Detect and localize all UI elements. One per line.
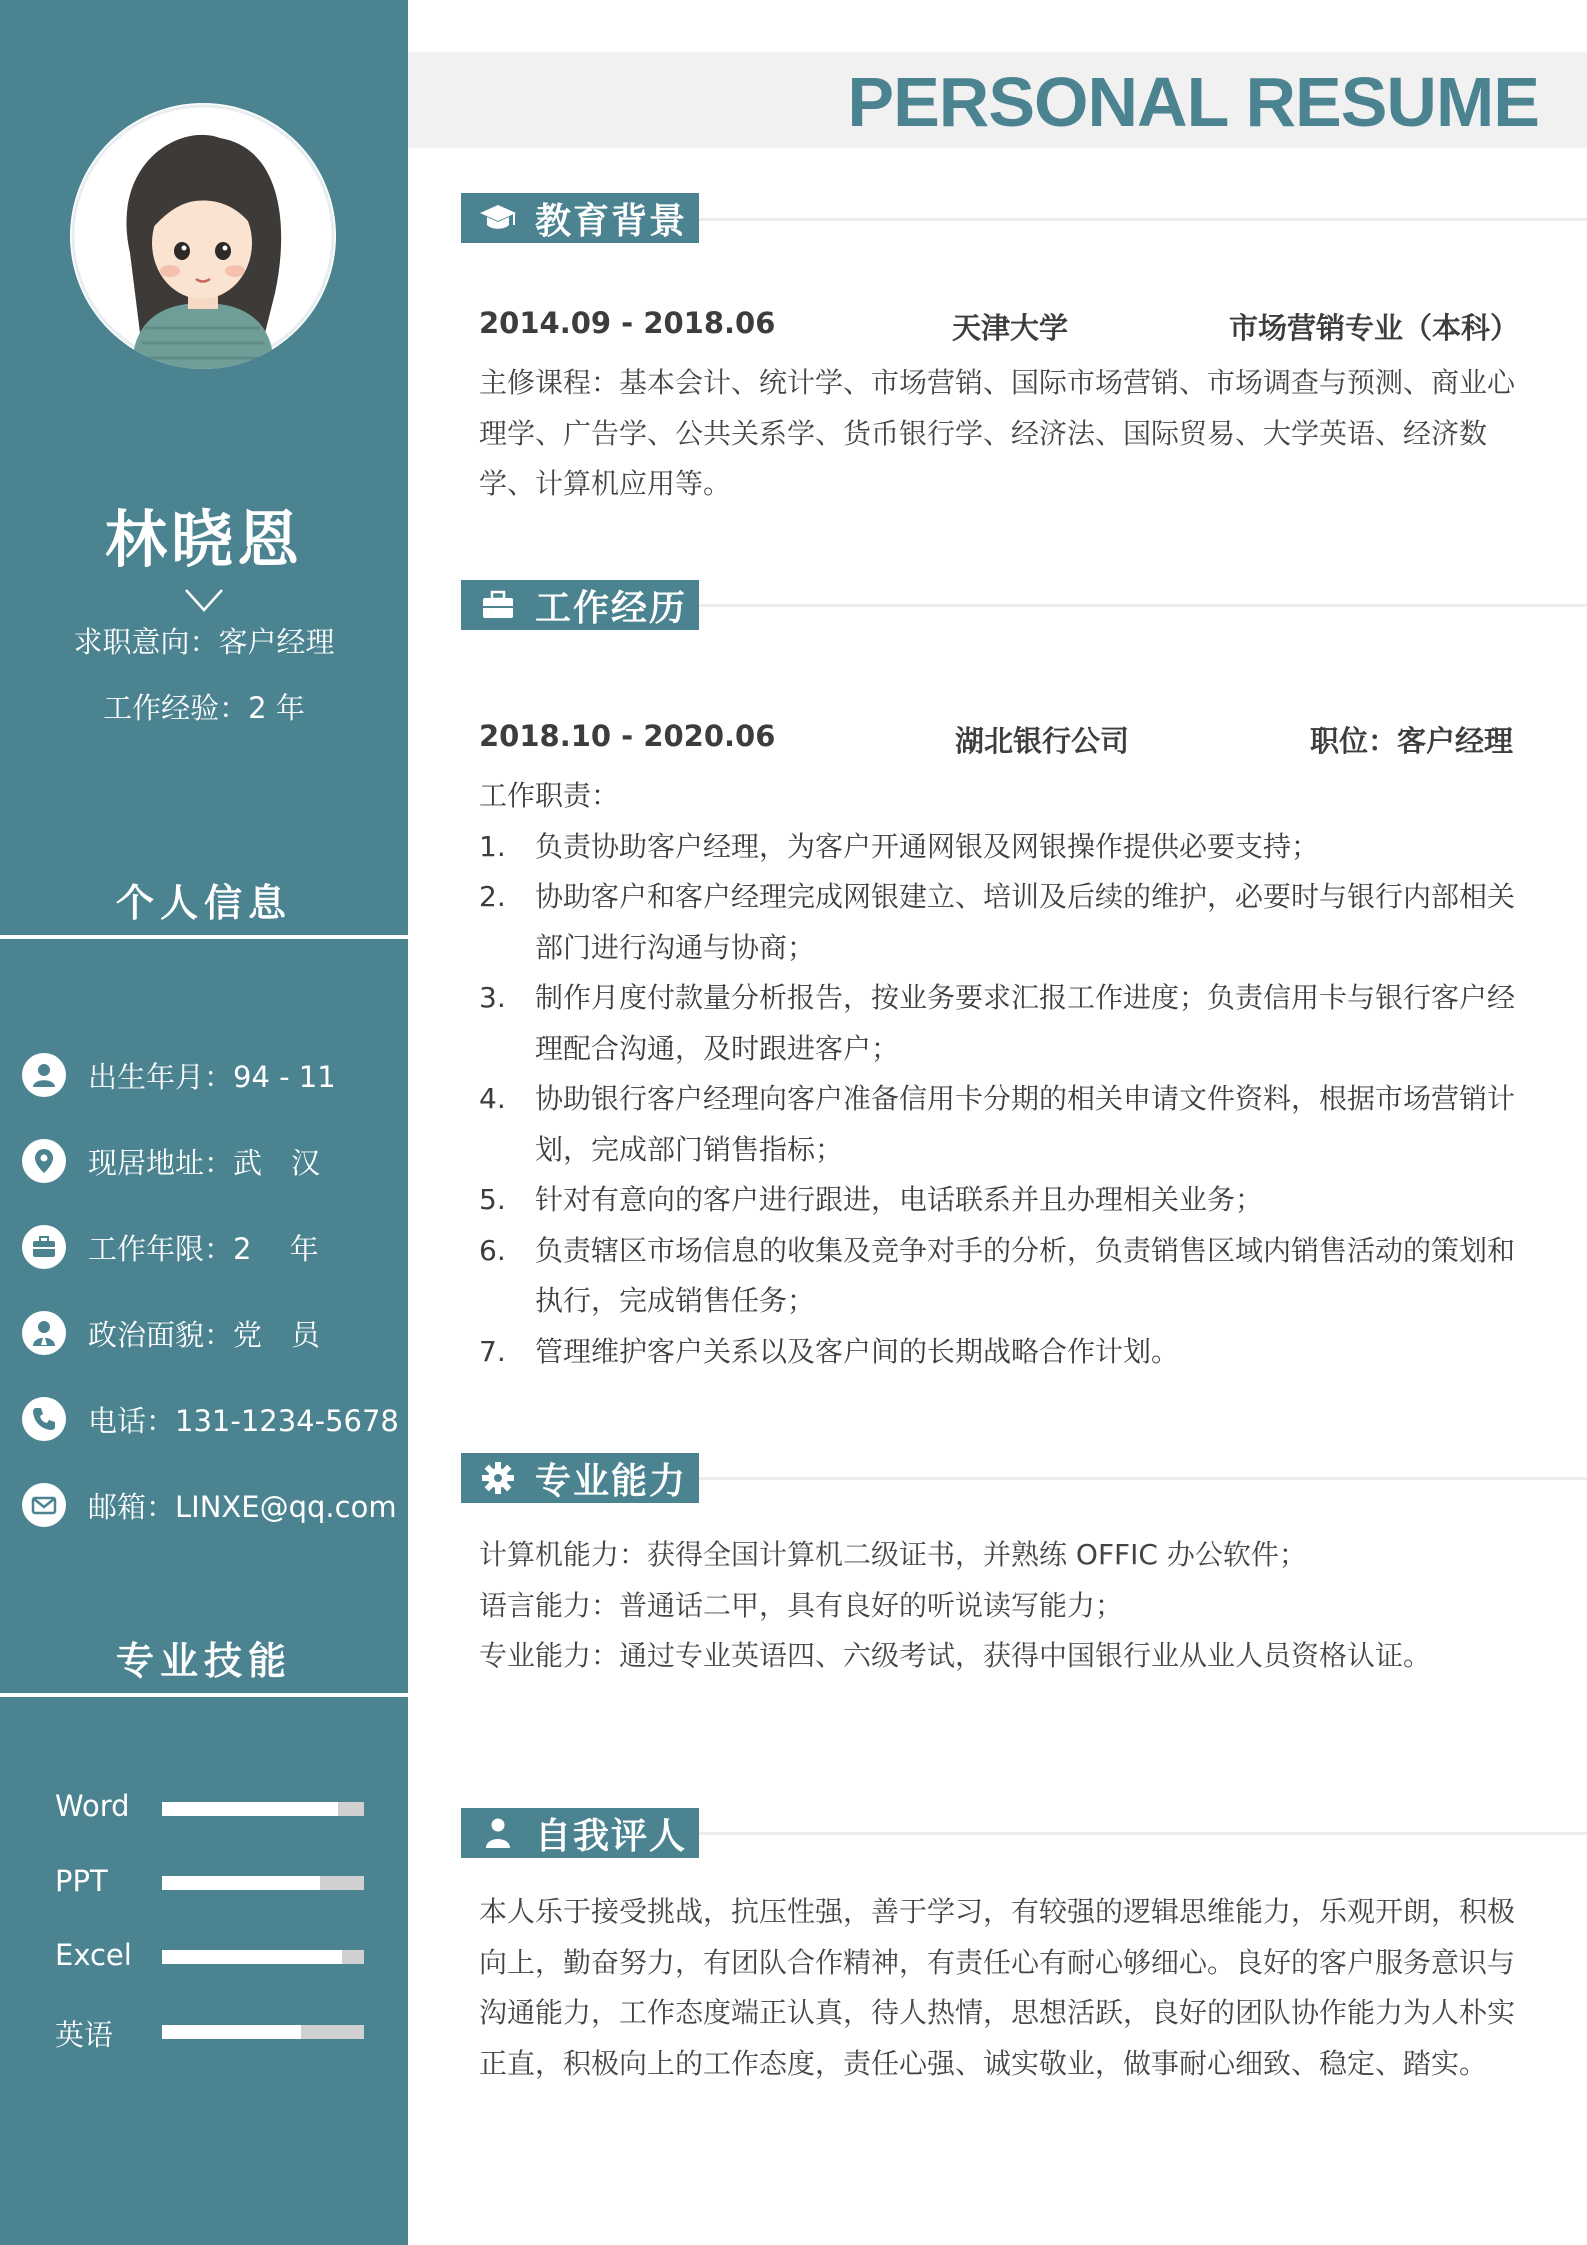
work-company: 湖北银行公司 — [955, 724, 1130, 758]
list-item: 2. 协助客户和客户经理完成网银建立、培训及后续的维护，必要时与银行内部相关部门进行沟通与协商； — [479, 880, 1516, 964]
duties-label: 工作职责： — [479, 779, 620, 812]
person-icon — [473, 1816, 523, 1850]
skill-label: Word — [55, 1789, 130, 1823]
work-position: 职位：客户经理 — [1309, 724, 1513, 758]
divider — [699, 604, 1587, 607]
gear-icon — [473, 1460, 523, 1496]
header-band — [408, 52, 1587, 148]
politics-icon — [22, 1311, 66, 1355]
education-courses: 主修课程：基本会计、统计学、市场营销、国际市场营销、市场调查与预测、商业心理学、广告学、公共关系学、货币银行学、经济法、国际贸易、大学英语、经济数学、计算机应用等。 — [479, 366, 1516, 500]
email-icon — [22, 1483, 66, 1527]
education-school: 天津大学 — [952, 311, 1069, 345]
list-item: 6. 负责辖区市场信息的收集及竞争对手的分析，负责销售区域内销售活动的策划和执行，完成销售任务； — [479, 1233, 1516, 1317]
list-item: 1. 负责协助客户经理，为客户开通网银及网银操作提供必要支持； — [479, 829, 1320, 863]
self-evaluation-text: 本人乐于接受挑战，抗压性强，善于学习，有较强的逻辑思维能力，乐观开朗，积极向上，勤奋努力，有团队合作精神，有责任心有耐心够细心。良好的客户服务意识与沟通能力，工作态度端正认真，待人热情，思想活跃，良好的团队协作能力为人朴实正直，积极向上的工作态度，责任心强、诚实敬业，做事耐心细致、稳定、踏实。 — [479, 1895, 1516, 2080]
section-work: 工作经历 — [461, 580, 699, 630]
resume-title: PERSONAL RESUME — [847, 63, 1539, 141]
skill-bar-excel — [162, 1950, 364, 1964]
avatar — [70, 103, 336, 369]
education-period: 2014.09 - 2018.06 — [479, 306, 776, 340]
list-item: 4. 协助银行客户经理向客户准备信用卡分期的相关申请文件资料，根据市场营销计划，完成部门销售指标； — [479, 1082, 1516, 1166]
section-abilities: 专业能力 — [461, 1453, 699, 1503]
person-icon — [22, 1053, 66, 1097]
location-icon — [22, 1139, 66, 1183]
graduation-cap-icon — [473, 201, 523, 235]
skill-label: Excel — [55, 1938, 132, 1972]
list-item: 计算机能力：获得全国计算机二级证书，并熟练 OFFIC 办公软件； — [479, 1538, 1307, 1571]
divider — [0, 1693, 408, 1697]
skill-bar-word — [162, 1802, 364, 1816]
phone-icon — [22, 1397, 66, 1441]
skills-heading: 专业技能 — [115, 1639, 292, 1683]
info-address: 现居地址：武 汉 — [22, 1138, 320, 1184]
list-item: 5. 针对有意向的客户进行跟进，电话联系并且办理相关业务； — [479, 1183, 1264, 1216]
avatar-illustration — [70, 103, 336, 369]
personal-info-heading: 个人信息 — [115, 881, 292, 925]
skill-label: PPT — [55, 1864, 108, 1898]
briefcase-icon — [473, 589, 523, 621]
skill-label: 英语 — [55, 2018, 114, 2052]
info-email: 邮箱：LINXE@qq.com — [22, 1482, 397, 1528]
divider — [699, 218, 1587, 221]
work-experience-years: 工作经验：2 年 — [103, 691, 305, 725]
info-politics: 政治面貌：党 员 — [22, 1310, 320, 1356]
sidebar — [0, 0, 408, 2245]
skill-bar-ppt — [162, 1876, 364, 1890]
list-item: 7. 管理维护客户关系以及客户间的长期战略合作计划。 — [479, 1334, 1180, 1368]
divider — [0, 935, 408, 939]
list-item: 专业能力：通过专业英语四、六级考试，获得中国银行业从业人员资格认证。 — [479, 1639, 1432, 1672]
work-period: 2018.10 - 2020.06 — [479, 719, 776, 753]
duty-list — [479, 822, 1519, 1378]
section-education: 教育背景 — [461, 193, 699, 243]
info-birth: 出生年月：94 - 11 — [22, 1052, 336, 1098]
divider — [699, 1832, 1587, 1835]
candidate-name: 林晓恩 — [104, 503, 303, 576]
list-item: 语言能力：普通话二甲，具有良好的听说读写能力； — [479, 1588, 1124, 1622]
info-phone: 电话：131-1234-5678 — [22, 1396, 399, 1442]
list-item: 3. 制作月度付款量分析报告，按业务要求汇报工作进度；负责信用卡与银行客户经理配合沟通，及时跟进客户； — [479, 981, 1516, 1065]
divider — [699, 1477, 1587, 1480]
job-target: 求职意向：客户经理 — [73, 625, 335, 659]
work-duties — [479, 771, 1519, 1377]
briefcase-icon — [22, 1225, 66, 1269]
skill-bar-english — [162, 2025, 364, 2039]
info-work-years: 工作年限：2 年 — [22, 1224, 319, 1270]
section-self-evaluation: 自我评人 — [461, 1808, 699, 1858]
abilities-list — [479, 1530, 1519, 1682]
chevron-down-icon — [184, 588, 224, 618]
education-major: 市场营销专业（本科） — [1228, 311, 1519, 345]
